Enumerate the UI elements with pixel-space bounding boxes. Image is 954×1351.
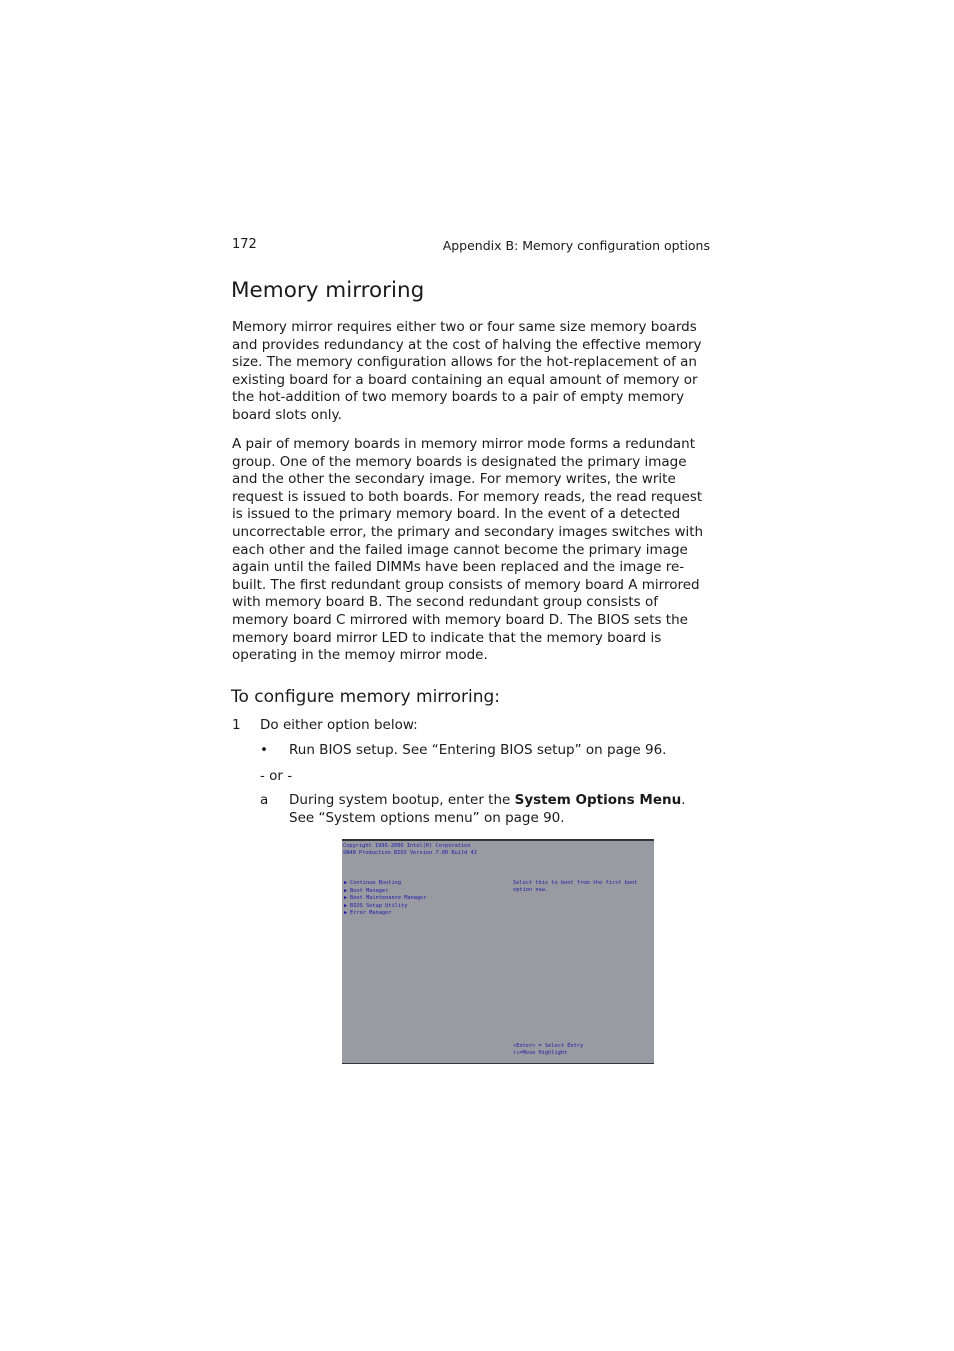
bios-key-line: ↑↓=Move Highlight: [513, 1050, 568, 1057]
sub-step-text-after: . See “System options menu” on page 90.: [289, 792, 686, 826]
bios-menu-item-label: BIOS Setup Utility: [350, 902, 408, 909]
paragraph-details: A pair of memory boards in memory mirror mode forms a redundant group. One of the memory boards is designated the primary image and the other the secondary image. For memory writes, the write request is issued to both boards. For memory reads, the read request is issued to the primary memory board. In the event of a detected uncorrectable error, the primary and secondary images switches with each other and the failed image cannot become the primary image again until the failed DIMMs have been replaced and the image re-built. The first redundant group consists of memory board A mirrored with memory board B. The second redundant group consists of memory board C mirrored with memory board D. The BIOS sets the memory board mirror LED to indicate that the memory board is operating in the memoy mirror mode.: [232, 436, 704, 664]
bios-screenshot: [342, 839, 654, 1064]
arrow-right-icon: ▶: [344, 887, 348, 894]
bios-copyright-line: Copyright 1996-2006 Intel(R) Corporation: [343, 843, 471, 849]
bios-menu-item-label: Error Manager: [350, 910, 392, 916]
section-title: Memory mirroring: [231, 278, 425, 303]
procedure-title: To configure memory mirroring:: [231, 687, 501, 707]
bios-help-line: option now.: [513, 887, 549, 894]
bios-copyright: [343, 843, 477, 858]
step-text: Do either option below:: [260, 717, 418, 733]
bios-key-line: <Enter> = Select Entry: [513, 1043, 584, 1049]
system-options-menu-label: System Options Menu: [514, 792, 682, 808]
arrow-right-icon: ▶: [344, 902, 348, 909]
arrow-right-icon: ▶: [344, 880, 348, 886]
bios-help-text: [513, 880, 637, 895]
bios-menu-item[interactable]: [344, 910, 427, 918]
bios-key-legend: [513, 1043, 583, 1058]
arrow-right-icon: ▶: [344, 910, 348, 916]
step-number: 1: [232, 717, 241, 733]
arrow-right-icon: ▶: [344, 895, 348, 901]
bios-menu: [344, 880, 427, 918]
bios-version-line: SN40 Production BIOS Version 7.00 Build 42: [343, 850, 477, 857]
bios-menu-item-label: Boot Manager: [350, 887, 389, 894]
sub-step-letter: a: [260, 792, 269, 808]
sub-step-text: [289, 792, 714, 827]
bullet-text: Run BIOS setup. See “Entering BIOS setup” on page 96.: [289, 742, 667, 758]
bios-menu-item[interactable]: [344, 903, 427, 911]
bios-help-line: Select this to boot from the first boot: [513, 880, 638, 886]
sub-step-text-before: During system bootup, enter the: [289, 792, 515, 808]
bios-menu-item[interactable]: [344, 895, 427, 903]
bios-menu-item[interactable]: [344, 880, 427, 888]
bios-menu-item-label: Continue Booting: [350, 880, 402, 886]
or-separator: - or -: [260, 768, 293, 784]
paragraph-intro: Memory mirror requires either two or four same size memory boards and provides redundancy at the cost of halving the effective memory size. The memory configuration allows for the hot-replacement of an existing board for a board containing an equal amount of memory or the hot-addition of two memory boards to a pair of empty memory board slots only.: [232, 319, 702, 423]
bullet-marker: •: [260, 742, 268, 758]
bios-menu-item[interactable]: [344, 888, 427, 896]
page-number: 172: [232, 237, 257, 252]
bios-menu-item-label: Boot Maintenance Manager: [350, 895, 427, 901]
running-header: Appendix B: Memory configuration options: [442, 238, 710, 253]
